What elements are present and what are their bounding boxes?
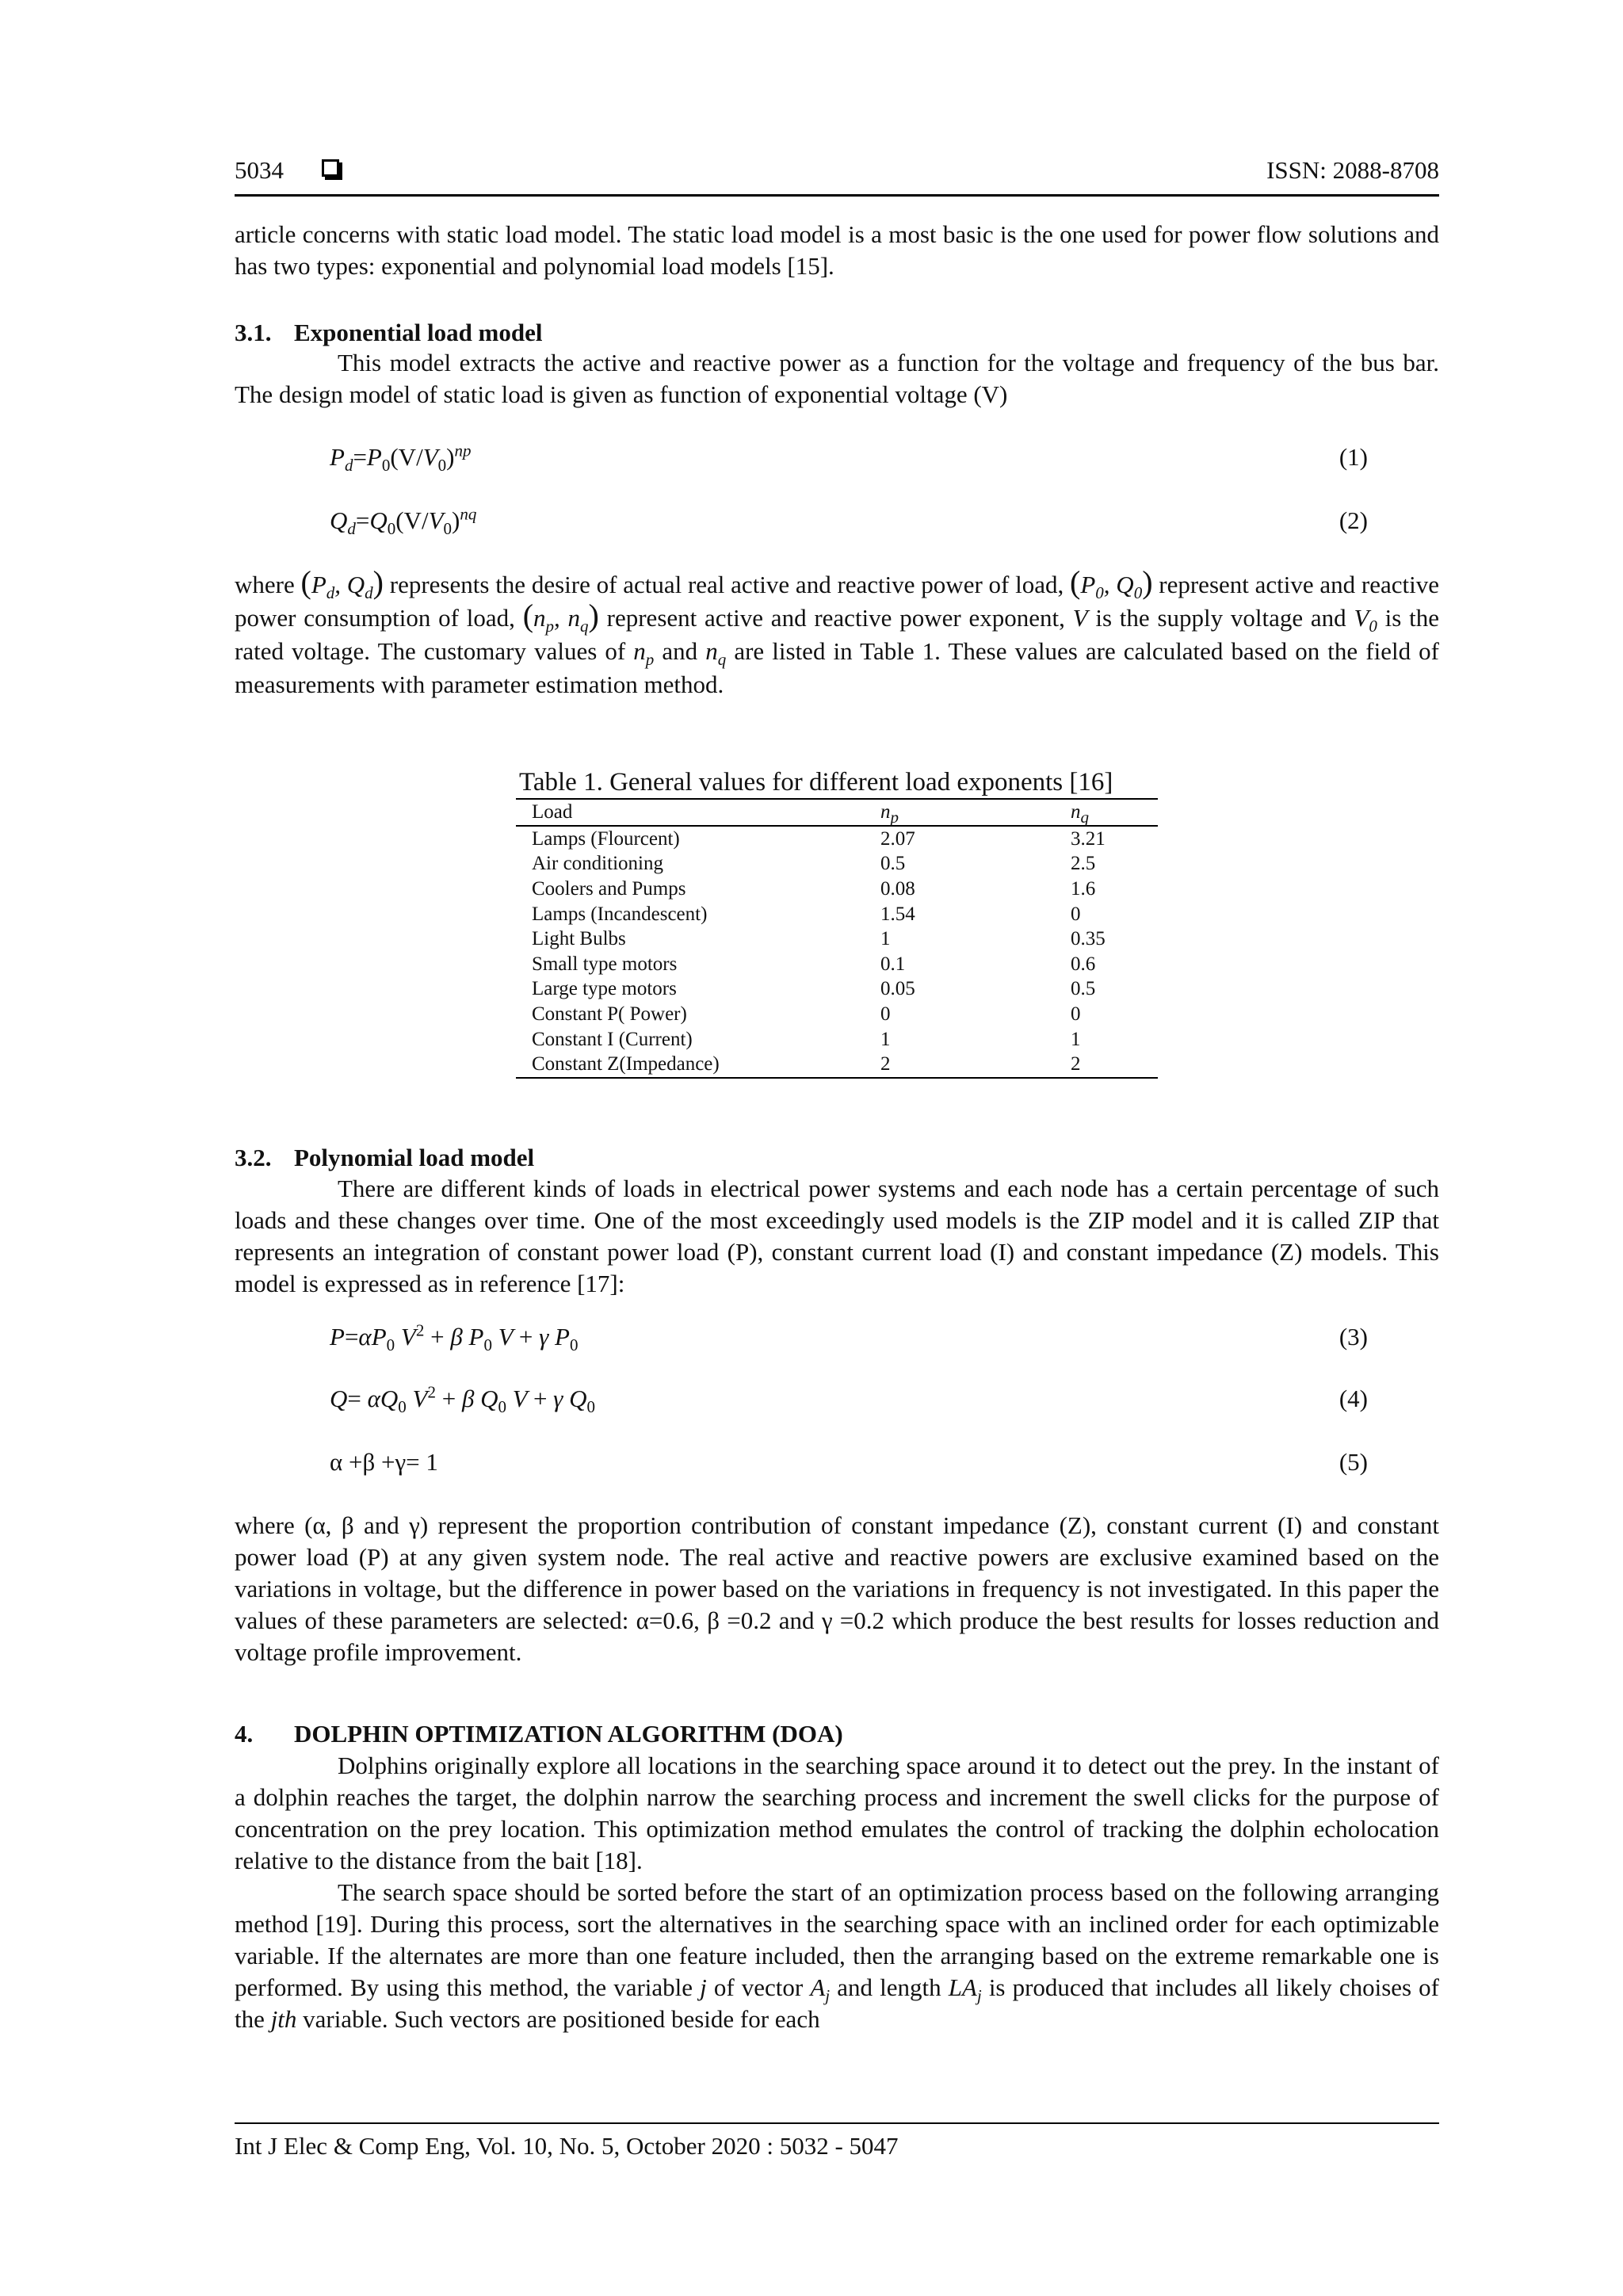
cell-np: 2.07: [880, 827, 915, 850]
section-title: DOLPHIN OPTIMIZATION ALGORITHM (DOA): [294, 1720, 843, 1748]
section-3-1-paragraph: This model extracts the active and reactive power as a function for the voltage and frequency of the bus bar. The design model of static load is given as function of exponential voltage (V): [235, 349, 1439, 408]
footer-divider: [235, 2122, 1439, 2124]
cell-nq: 0.6: [1071, 953, 1096, 975]
table-row: [516, 1002, 1158, 1027]
issn: ISSN: 2088-8708: [1266, 156, 1439, 184]
section-heading-3-1: [235, 319, 543, 347]
equation-4-body: $Q= \alpha Q_0$ $V^2 + \beta$ $Q_0$ V + γ $Q_0$: [330, 1382, 596, 1417]
cell-np: 2: [880, 1053, 891, 1075]
cell-nq: 2.5: [1071, 853, 1096, 875]
table-caption: Table 1. General values for different load exponents [16]: [519, 768, 1113, 797]
square-icon: [322, 159, 339, 177]
cell-load: Constant P( Power): [532, 1003, 687, 1026]
section-title: Polynomial load model: [294, 1144, 535, 1171]
table-row: [516, 1026, 1158, 1052]
equation-3-body: $P=\alpha P_0$ $V^2 + \beta$ $P_0$ V + γ $P_0$: [330, 1320, 579, 1355]
cell-load: Lamps (Flourcent): [532, 827, 680, 850]
text-run: is the supply voltage and: [1087, 604, 1354, 632]
cell-nq: 2: [1071, 1053, 1081, 1075]
section-3-2-paragraph: There are different kinds of loads in electrical power systems and each node has a certain percentage of such loads and these changes over time. One of the most exceedingly used models is the ZIP model and it is called ZIP that represents an integration of constant power load (P), constant current load (I) and constant impedance (Z) models. This model is expressed as in reference [17]:: [235, 1175, 1439, 1297]
intro-paragraph: article concerns with static load model. The static load model is a most basic is the one used for power flow solutions and has two types: exponential and polynomial load models [15].: [235, 220, 1439, 280]
column-header-load: Load: [532, 801, 573, 823]
section-4-paragraph-2: The search space should be sorted before the start of an optimization process based on the following arranging method [19]. During this process, sort the alternatives in the searching space with an inclined order for each optimizable variable. If the alternates are more than one feature included, then the arranging based on the extreme remarkable one is performed. By using this method, the variable j of vector $A_j$ and length $LA_j$ is produced that includes all likely choises of the jth variable. Such vectors are positioned beside for each: [235, 1878, 1439, 2033]
text-run: is the rated voltage. The customary values of: [235, 604, 1439, 665]
section-number: 4.: [235, 1720, 254, 1748]
where-paragraph: where ($P_d$, $Q_d$) represents the desire of actual real active and reactive power of load, ($P_0$, $Q_0$) represent active and reactive power consumption of load, ($n_p$, $n_q$) represent active and reactive power exponent, V is the supply voltage and $V_0$ is the rated voltage. The customary values of $n_p$ and $n_q$ are listed in Table 1. These values are calculated based on the field of measurements with parameter estimation method.: [235, 564, 1440, 698]
equation-number: (2): [1338, 506, 1368, 534]
text-run: represent active and reactive power exponent,: [598, 604, 1073, 632]
table-header-row: [516, 799, 1158, 826]
cell-np: 1.54: [880, 903, 915, 925]
section-4-paragraph-1: Dolphins originally explore all locations in the searching space around it to detect out the prey. In the instant of a dolphin reaches the target, the dolphin narrow the searching process and increment the swell clicks for the purpose of concentration on the prey location. This optimization method emulates the control of tracking the dolphin echolocation relative to the distance from the bait [18].: [235, 1752, 1439, 1874]
text-run: is produced that includes all likely choises of the: [235, 1973, 1439, 2033]
section-number: 3.1.: [235, 319, 272, 346]
equation-5-body: α +β +γ= 1: [330, 1448, 438, 1476]
section-title: Exponential load model: [294, 319, 543, 346]
text-run: represents the desire of actual real active and reactive power of load,: [384, 571, 1071, 598]
table-row: [516, 851, 1158, 877]
cell-np: 0.08: [880, 878, 915, 900]
page-footer: Int J Elec & Comp Eng, Vol. 10, No. 5, October 2020 : 5032 - 5047: [235, 2132, 899, 2160]
equation-number: (1): [1338, 443, 1368, 471]
cell-np: 1: [880, 1028, 891, 1050]
cell-load: Constant I (Current): [532, 1028, 693, 1050]
table-row: [516, 926, 1158, 952]
section-3-2-where-paragraph: where (α, β and γ) represent the proportion contribution of constant impedance (Z), constant current (I) and constant power load (P) at any given system node. The real active and reactive powers are exclusive examined based on the variations in voltage, but the difference in power based on the variations in frequency is not investigated. In this paper the values of these parameters are selected: α=0.6, β =0.2 and γ =0.2 which produce the best results for losses reduction and voltage profile improvement.: [235, 1511, 1439, 1666]
equation-2-body: $Q_d=Q_0(V/V_0)^{nq}$: [330, 504, 477, 539]
cell-np: 1: [880, 928, 891, 950]
page-header: [235, 153, 1439, 197]
text-run: and length: [830, 1973, 949, 2001]
cell-nq: 0: [1071, 903, 1081, 925]
equation-3: [330, 1321, 1368, 1353]
cell-nq: 1.6: [1071, 878, 1096, 900]
text-run: represent active and reactive power consumption of load,: [235, 571, 1440, 632]
table-row: [516, 826, 1158, 852]
table-row: [516, 877, 1158, 902]
equation-number: (5): [1338, 1448, 1368, 1476]
cell-load: Lamps (Incandescent): [532, 903, 708, 925]
cell-load: Coolers and Pumps: [532, 878, 686, 900]
cell-np: 0: [880, 1003, 891, 1026]
equation-4: [330, 1383, 1368, 1415]
cell-nq: 3.21: [1071, 827, 1106, 850]
cell-nq: 0.35: [1071, 928, 1106, 950]
table-row: [516, 976, 1158, 1002]
text-run: are listed in Table 1. These values are calculated based on the field of measurements with parameter estimation method.: [235, 637, 1439, 698]
text-run: The search space should be sorted before the start of an optimization process based on the following arranging method [19]. During this process, sort the alternatives in the searching space with an inclined order for each optimizable variable. If the alternates are more than one feature included, then the arranging based on the extreme remarkable one is performed. By using this method, the variable: [235, 1878, 1439, 2001]
table-row: [516, 952, 1158, 977]
cell-load: Small type motors: [532, 953, 678, 975]
cell-nq: 0.5: [1071, 978, 1096, 1000]
table-row: [516, 901, 1158, 926]
cell-np: 0.5: [880, 853, 906, 875]
column-header-nq: $n_q$: [1071, 801, 1089, 827]
equation-1: [330, 441, 1368, 476]
cell-np: 0.05: [880, 978, 915, 1000]
cell-load: Light Bulbs: [532, 928, 626, 950]
section-heading-4: [235, 1720, 843, 1748]
equation-5: [330, 1446, 1368, 1478]
equation-number: (4): [1338, 1385, 1368, 1412]
equation-1-body: $P_d=P_0(V/V_0)^{np}$: [330, 441, 472, 476]
cell-load: Air conditioning: [532, 853, 663, 875]
page-number: 5034: [235, 156, 284, 184]
cell-load: Large type motors: [532, 978, 677, 1000]
cell-load: Constant Z(Impedance): [532, 1053, 720, 1075]
section-number: 3.2.: [235, 1144, 272, 1171]
load-exponents-table: [516, 798, 1158, 1079]
equation-number: (3): [1338, 1323, 1368, 1350]
section-heading-3-2: [235, 1144, 534, 1172]
cell-nq: 0: [1071, 1003, 1081, 1026]
equation-2: [330, 505, 1368, 537]
column-header-np: $n_p$: [880, 801, 899, 827]
cell-nq: 1: [1071, 1028, 1081, 1050]
text-run: where: [235, 571, 301, 598]
table-row: [516, 1052, 1158, 1078]
text-run: of vector: [706, 1973, 811, 2001]
text-run: variable. Such vectors are positioned beside for each: [296, 2005, 820, 2033]
cell-np: 0.1: [880, 953, 906, 975]
text-run: and: [654, 637, 706, 665]
